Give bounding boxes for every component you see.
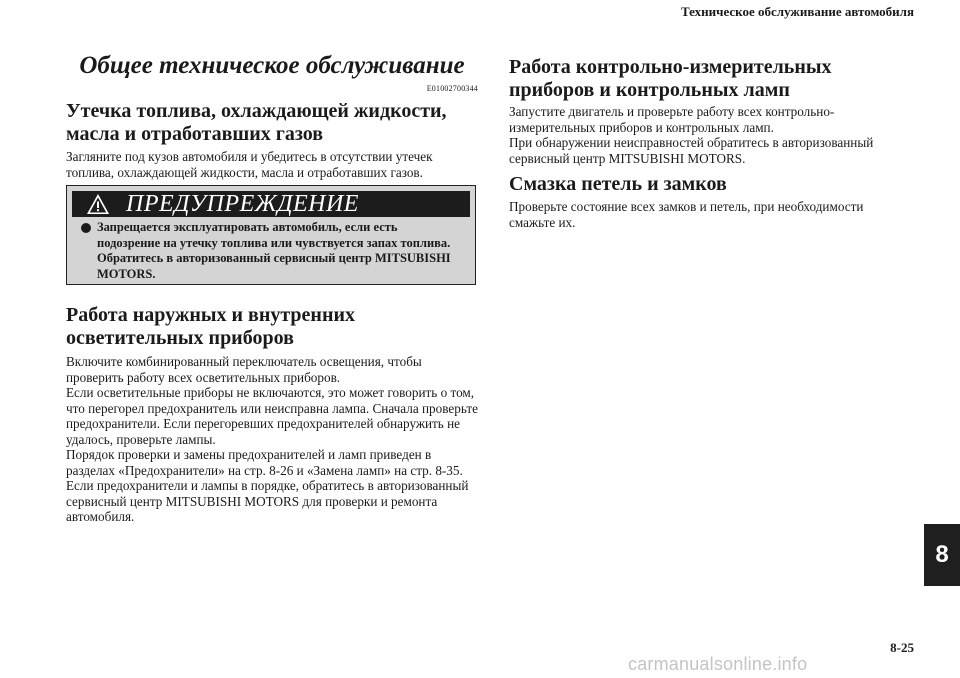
section-body: Включите комбинированный переключатель освещения, чтобы проверить работу всех осветительных приборов. Если осветительные приборы не включаются, это может говорить о том, что перегорел предохранитель или неисправна лампа. Сначала проверьте предохранители. Если перегоревших предохранителей обнаружить не удалось, проверьте лампы. Порядок проверки и замены предохранителей и ламп приведен в разделах «Предохранители» на стр. 8-26 и «Замена ламп» на стр. 8-35. Если предохранители и лампы в порядке, обратитесь в авторизованный сервисный центр MITSUBISHI MOTORS для проверки и ремонта автомобиля. [66, 354, 478, 524]
document-code: E01002700344 [426, 84, 478, 93]
warning-text: Запрещается эксплуатировать автомобиль, если есть подозрение на утечку топлива или чувствуется запах топлива. Обратитесь в авторизованный сервисный центр MITSUBISHI MOTORS. [97, 220, 451, 281]
warning-item [81, 220, 461, 282]
section-title: Работа наружных и внутренних осветительных приборов [66, 304, 356, 349]
section-title: Смазка петель и замков [509, 173, 727, 195]
section-lubrication [509, 173, 909, 230]
warning-header [72, 191, 470, 217]
section-body: Запустите двигатель и проверьте работу всех контрольно-измерительных приборов и контрольных ламп. При обнаружении неисправностей обратитесь в авторизованный сервисный центр MITSUBISHI MOTORS. [509, 104, 874, 166]
bullet-icon [81, 223, 91, 233]
section-body: Проверьте состояние всех замков и петель, при необходимости смажьте их. [509, 199, 864, 230]
watermark: carmanualsonline.info [628, 654, 808, 674]
section-body: Загляните под кузов автомобиля и убедитесь в отсутствии утечек топлива, охлаждающей жидкости, масла и отработавших газов. [66, 149, 433, 180]
running-header: Техническое обслуживание автомобиля [680, 4, 914, 19]
warning-title: ПРЕДУПРЕЖДЕНИЕ [126, 190, 359, 217]
chapter-tab: 8 [924, 524, 960, 586]
section-fluid-leaks [66, 100, 478, 180]
chapter-title: Общее техническое обслуживание [79, 52, 465, 79]
warning-box [66, 185, 476, 285]
section-gauges [509, 56, 909, 166]
warning-triangle-icon [86, 193, 110, 215]
section-title: Утечка топлива, охлаждающей жидкости, масла и отработавших газов [66, 100, 447, 145]
section-title: Работа контрольно-измерительных приборов и контрольных ламп [509, 56, 832, 101]
section-lights [66, 304, 478, 525]
page-number: 8-25 [890, 640, 914, 655]
